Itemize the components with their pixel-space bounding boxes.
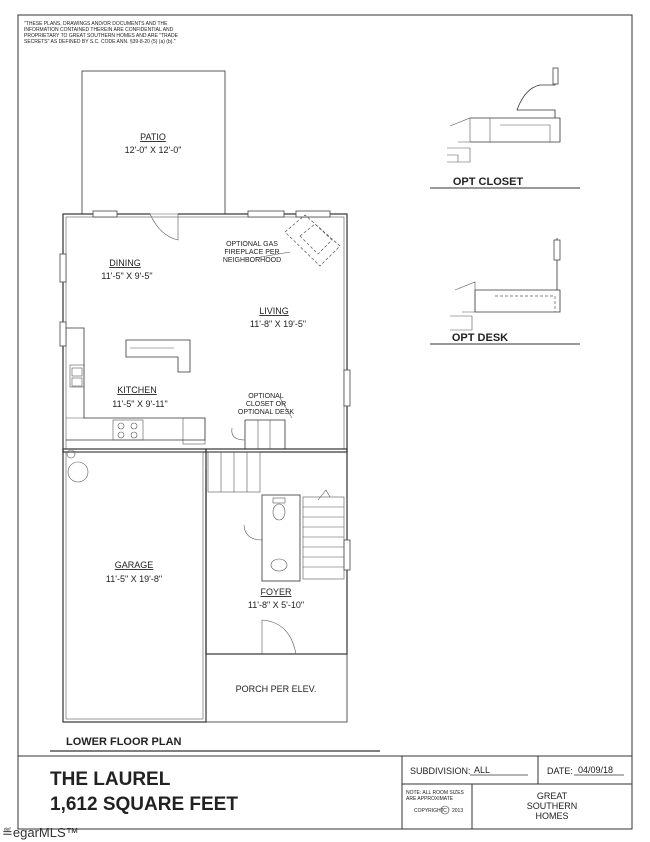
window	[93, 211, 117, 217]
window	[344, 540, 350, 570]
fireplace-note: OPTIONAL GAS	[226, 241, 278, 248]
fireplace-note: NEIGHBORHOOD	[222, 257, 282, 264]
closet-desk-note: CLOSET OR	[245, 401, 287, 408]
closet-desk-note: OPTIONAL	[248, 393, 284, 400]
upper-exterior-wall	[63, 214, 347, 452]
stairs-lower	[303, 490, 344, 579]
builder-name: GREAT	[536, 791, 568, 801]
kitchen-island	[126, 340, 190, 372]
opt-desk-detail	[430, 238, 580, 344]
room-name-porch: PORCH PER ELEV.	[235, 684, 317, 694]
lower-floor-plan-drawing	[60, 71, 350, 722]
fireplace-note: FIREPLACE PER	[224, 249, 280, 256]
room-name-dining: DINING	[109, 258, 141, 268]
range	[113, 420, 143, 440]
room-size-note: ARE APPROXIMATE	[406, 796, 454, 802]
copyright-label: COPYRIGHT	[414, 808, 444, 814]
title-block	[18, 756, 632, 829]
room-size-patio: 12'-0" X 12'-0"	[124, 145, 182, 155]
disclaimer-text	[24, 21, 179, 45]
patio-outline	[82, 71, 225, 214]
subdivision-value: ALL	[474, 765, 491, 775]
foyer-block-wall	[206, 449, 347, 654]
disclaimer-line: SECRETS" AS DEFINED BY S.C. CODE ANN. §39-8-20 (5) (a) (b)."	[24, 39, 176, 45]
sheet-border	[18, 15, 632, 829]
powder-room	[262, 495, 300, 581]
lavatory	[271, 559, 287, 571]
room-size-note: NOTE: ALL ROOM SIZES	[406, 790, 464, 796]
window	[60, 322, 66, 346]
window	[248, 211, 284, 217]
water-heater	[67, 450, 75, 458]
plan-title: LOWER FLOOR PLAN	[66, 736, 182, 748]
window	[60, 254, 66, 282]
mls-watermark: ≝egarMLS™	[2, 825, 79, 840]
front-door-swing	[262, 620, 296, 654]
closet-desk-note: OPTIONAL DESK	[237, 409, 295, 416]
disclaimer-line: INFORMATION CONTAINED THEREIN ARE CONFIDENTIAL AND	[24, 27, 174, 33]
garage-wall	[63, 449, 206, 722]
opt-closet-title: OPT CLOSET	[452, 176, 524, 188]
optional-fireplace	[285, 215, 340, 266]
room-size-foyer: 11'-8" X 5'-10"	[247, 600, 305, 610]
room-name-patio: PATIO	[140, 132, 166, 142]
opt-desk-title: OPT DESK	[451, 332, 509, 344]
opt-closet-detail	[430, 68, 580, 188]
room-name-living: LIVING	[259, 306, 289, 316]
builder-name: SOUTHERN	[526, 801, 578, 811]
disclaimer-line: "THESE PLANS, DRAWINGS AND/OR DOCUMENTS AND THE	[24, 21, 168, 27]
room-size-living: 11'-8" X 19'-5"	[249, 319, 307, 329]
square-feet: 1,612 SQUARE FEET	[50, 794, 238, 815]
window	[344, 370, 350, 406]
room-name-foyer: FOYER	[260, 587, 292, 597]
date-value: 04/09/18	[578, 765, 614, 775]
room-size-kitchen: 11'-5" X 9'-11"	[112, 399, 168, 409]
optional-closet-area	[245, 420, 285, 449]
disclaimer-line: PROPRIETARY TO GREAT SOUTHERN HOMES AND ARE "TRADE	[24, 33, 178, 39]
builder-name: HOMES	[535, 811, 569, 821]
copyright-year: 2013	[452, 808, 464, 814]
plan-name: THE LAUREL	[50, 769, 171, 790]
copyright-symbol: C	[443, 808, 447, 814]
room-size-garage: 11'-5" X 19'-8"	[105, 574, 163, 584]
patio-door-swing	[150, 214, 178, 240]
room-size-dining: 11'-5" X 9'-5"	[101, 271, 153, 281]
subdivision-label: SUBDIVISION:	[410, 766, 471, 776]
room-name-garage: GARAGE	[114, 560, 154, 570]
stairs-upper	[208, 452, 260, 492]
room-name-kitchen: KITCHEN	[117, 385, 157, 395]
toilet	[273, 504, 285, 520]
date-label: DATE:	[547, 766, 573, 776]
window	[296, 211, 330, 217]
